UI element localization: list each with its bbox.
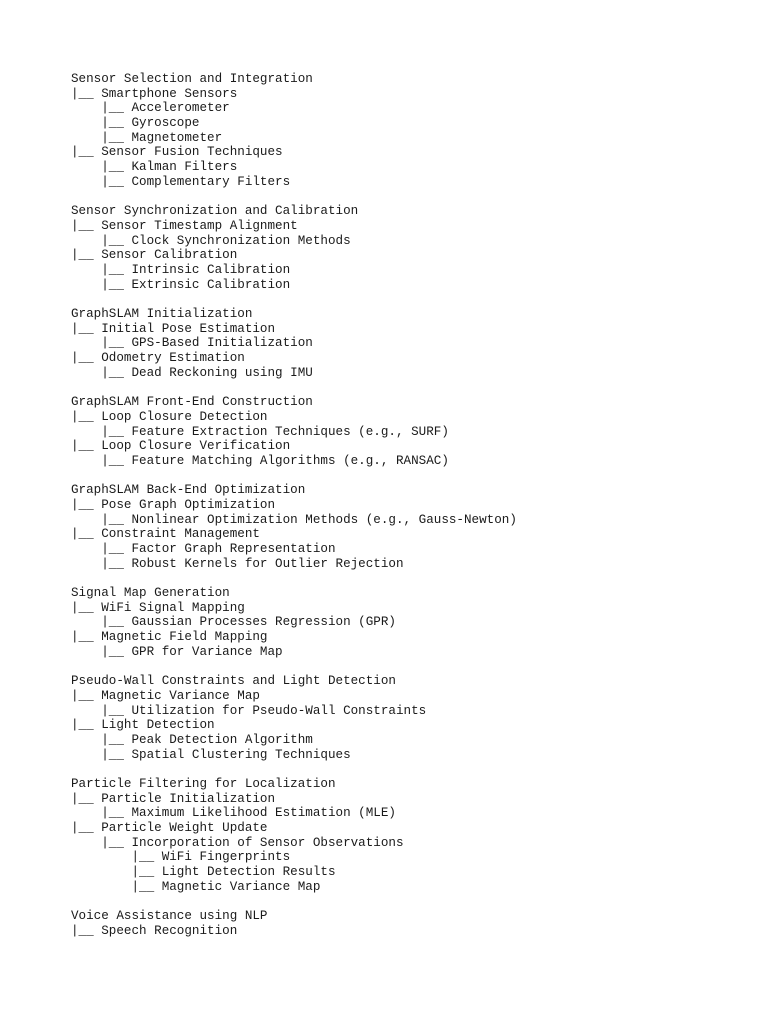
tree-item: |__ Complementary Filters	[71, 174, 291, 189]
tree-item: |__ Constraint Management	[71, 527, 260, 542]
tree-item: |__ Peak Detection Algorithm	[71, 732, 313, 747]
section-spacer	[71, 469, 751, 484]
section-heading: Sensor Synchronization and Calibration	[71, 204, 359, 219]
section	[71, 909, 751, 938]
tree-item: |__ Initial Pose Estimation	[71, 321, 276, 336]
tree-item: |__ Light Detection Results	[71, 865, 336, 880]
tree-item: |__ Dead Reckoning using IMU	[71, 365, 313, 380]
tree-item: |__ Feature Extraction Techniques (e.g., SURF)	[71, 424, 449, 439]
section	[71, 777, 751, 895]
section-spacer	[71, 190, 751, 205]
section-heading: GraphSLAM Back-End Optimization	[71, 483, 306, 498]
section	[71, 483, 751, 571]
tree-item: |__ Gaussian Processes Regression (GPR)	[71, 615, 396, 630]
tree-item: |__ Odometry Estimation	[71, 351, 245, 366]
section	[71, 395, 751, 468]
tree-item: |__ Maximum Likelihood Estimation (MLE)	[71, 806, 396, 821]
tree-item: |__ Loop Closure Verification	[71, 439, 291, 454]
section-heading: Voice Assistance using NLP	[71, 909, 268, 924]
tree-item: |__ GPR for Variance Map	[71, 644, 283, 659]
tree-item: |__ Feature Matching Algorithms (e.g., RANSAC)	[71, 453, 449, 468]
section-heading: Signal Map Generation	[71, 586, 230, 601]
section-heading: Pseudo-Wall Constraints and Light Detection	[71, 674, 396, 689]
tree-item: |__ GPS-Based Initialization	[71, 336, 313, 351]
section-spacer	[71, 895, 751, 910]
section-spacer	[71, 762, 751, 777]
section-spacer	[71, 571, 751, 586]
tree-item: |__ Factor Graph Representation	[71, 542, 336, 556]
tree-item: |__ Intrinsic Calibration	[71, 262, 291, 277]
tree-item: |__ Extrinsic Calibration	[71, 277, 291, 292]
tree-item: |__ Gyroscope	[71, 116, 200, 131]
tree-item: |__ Pose Graph Optimization	[71, 497, 276, 512]
section-spacer	[71, 292, 751, 307]
tree-item: |__ Loop Closure Detection	[71, 409, 268, 424]
tree-item: |__ Utilization for Pseudo-Wall Constraints	[71, 703, 427, 718]
tree-item: |__ WiFi Fingerprints	[71, 850, 291, 865]
section-spacer	[71, 380, 751, 395]
tree-item: |__ Sensor Timestamp Alignment	[71, 218, 298, 233]
tree-item: |__ Nonlinear Optimization Methods (e.g., Gauss-Newton)	[71, 512, 517, 527]
tree-item: |__ Particle Weight Update	[71, 821, 268, 836]
tree-item: |__ Particle Initialization	[71, 791, 276, 806]
tree-item: |__ Robust Kernels for Outlier Rejection	[71, 556, 404, 571]
tree-item: |__ Clock Synchronization Methods	[71, 233, 351, 248]
tree-item: |__ Sensor Calibration	[71, 248, 238, 263]
tree-item: |__ Magnetic Variance Map	[71, 879, 321, 894]
tree-item: |__ Light Detection	[71, 718, 215, 733]
tree-item: |__ WiFi Signal Mapping	[71, 600, 245, 615]
section-spacer	[71, 660, 751, 675]
section-heading: Sensor Selection and Integration	[71, 72, 313, 86]
section	[71, 586, 751, 659]
outline-document	[71, 72, 751, 939]
tree-item: |__ Speech Recognition	[71, 923, 238, 938]
section	[71, 72, 751, 190]
tree-item: |__ Magnetometer	[71, 130, 223, 145]
tree-item: |__ Magnetic Field Mapping	[71, 630, 268, 645]
tree-item: |__ Incorporation of Sensor Observations	[71, 835, 404, 850]
section-heading: Particle Filtering for Localization	[71, 777, 336, 791]
tree-item: |__ Kalman Filters	[71, 160, 238, 175]
section-heading: GraphSLAM Front-End Construction	[71, 395, 313, 410]
tree-item: |__ Smartphone Sensors	[71, 86, 238, 101]
section	[71, 307, 751, 380]
tree-item: |__ Magnetic Variance Map	[71, 688, 260, 703]
section	[71, 204, 751, 292]
tree-item: |__ Sensor Fusion Techniques	[71, 145, 283, 160]
tree-item: |__ Accelerometer	[71, 101, 230, 116]
section-heading: GraphSLAM Initialization	[71, 307, 253, 321]
section	[71, 674, 751, 762]
tree-item: |__ Spatial Clustering Techniques	[71, 747, 351, 762]
